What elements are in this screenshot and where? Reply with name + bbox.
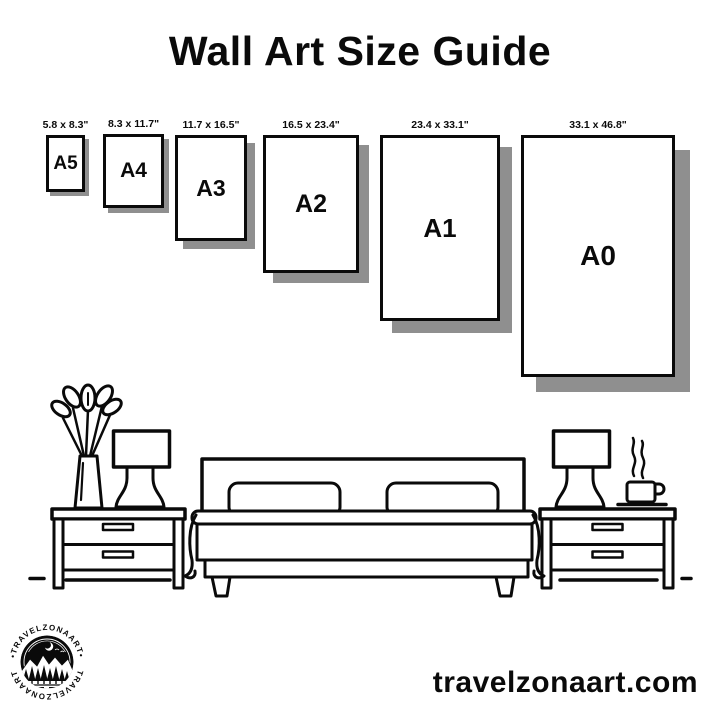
cup-body xyxy=(627,482,655,502)
size-letter-a5: A5 xyxy=(53,152,78,174)
logo-scene xyxy=(18,636,76,692)
steam xyxy=(642,441,645,478)
size-frame-a3 xyxy=(175,119,247,241)
nightstand-right xyxy=(540,509,675,588)
table-lamp-right xyxy=(554,431,610,507)
paper-a1 xyxy=(380,135,500,321)
size-frame-a0 xyxy=(521,119,675,377)
lamp-base xyxy=(556,465,604,507)
paper-a0 xyxy=(521,135,675,377)
bed-leg-right xyxy=(496,577,514,596)
lamp-shade xyxy=(554,431,610,467)
vase xyxy=(75,456,102,508)
size-dims-a0: 33.1 x 46.8" xyxy=(569,119,627,131)
bed xyxy=(192,459,536,596)
lamp-base xyxy=(116,465,164,507)
size-frame-a1 xyxy=(380,119,500,321)
size-frame-a5 xyxy=(42,119,89,192)
coffee-cup xyxy=(618,438,666,505)
paper-a2 xyxy=(263,135,359,273)
size-dims-a5: 5.8 x 8.3" xyxy=(42,119,89,131)
brand-logo xyxy=(4,619,90,705)
paper-a3 xyxy=(175,135,247,241)
bed-leg-left xyxy=(212,577,230,596)
blanket xyxy=(197,524,532,560)
paper-a4 xyxy=(103,134,164,208)
size-letter-a2: A2 xyxy=(295,189,327,218)
steam xyxy=(633,438,636,476)
size-dims-a2: 16.5 x 23.4" xyxy=(282,119,340,131)
size-frame-a4 xyxy=(103,118,164,208)
website-url: travelzonaart.com xyxy=(432,666,698,699)
lamp-shade xyxy=(114,431,170,467)
size-frame-a2 xyxy=(263,119,359,273)
page-title: Wall Art Size Guide xyxy=(168,28,552,74)
paper-a5 xyxy=(46,135,85,192)
size-dims-a1: 23.4 x 33.1" xyxy=(411,119,469,131)
size-letter-a4: A4 xyxy=(120,159,147,182)
size-letter-a3: A3 xyxy=(196,174,226,201)
nightstand-left xyxy=(52,509,185,588)
bed-base xyxy=(205,560,528,577)
size-dims-a3: 11.7 x 16.5" xyxy=(182,119,240,131)
size-letter-a0: A0 xyxy=(580,240,616,271)
logo-text-bottom: TRAVELZONAART xyxy=(9,669,85,702)
logo-text-top: •TRAVELZONAART• xyxy=(8,622,86,659)
table-lamp-left xyxy=(114,431,170,507)
mattress-band xyxy=(192,511,536,524)
size-letter-a1: A1 xyxy=(423,212,457,243)
size-dims-a4: 8.3 x 11.7" xyxy=(107,118,160,130)
bedroom-illustration xyxy=(0,380,720,605)
